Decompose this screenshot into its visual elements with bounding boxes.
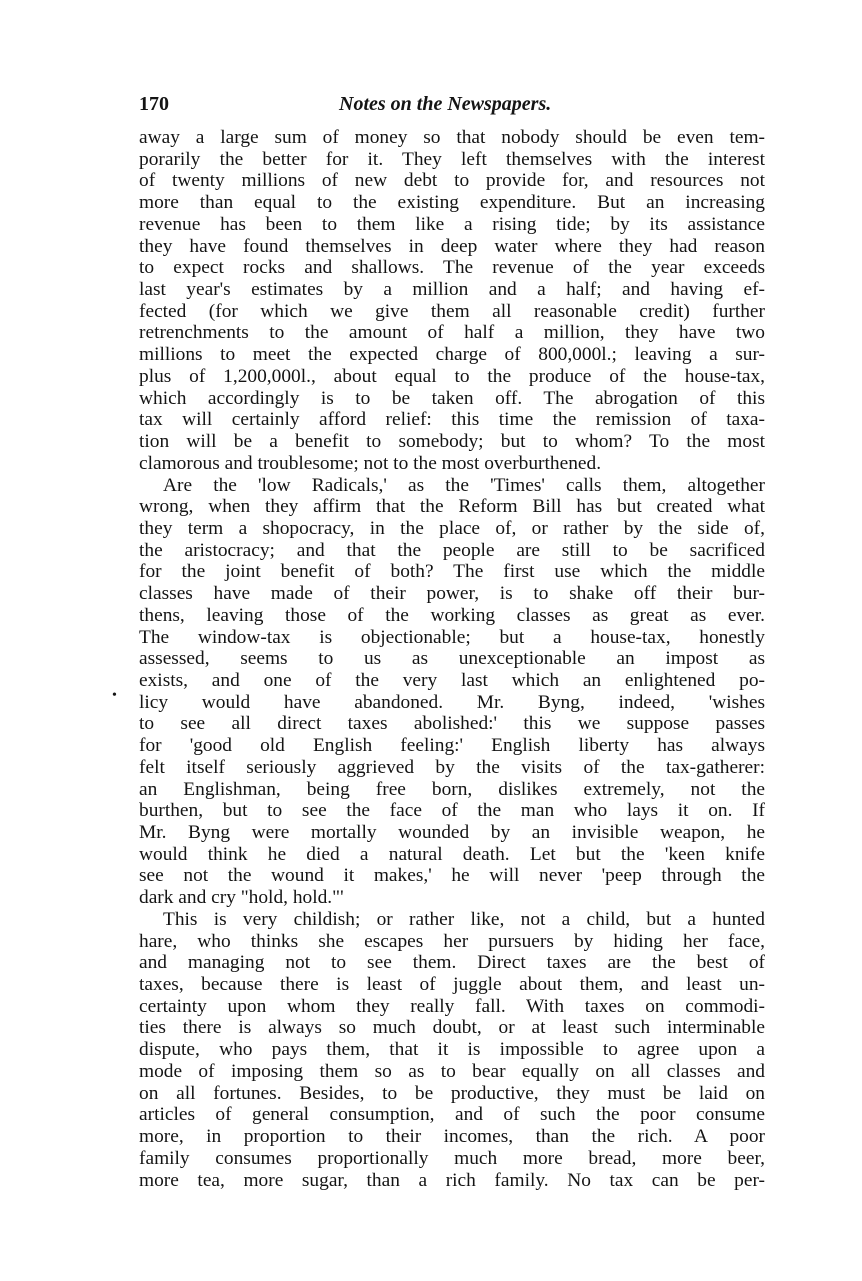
text-line: fected (for which we give them all reasonable credit) further [139,300,765,322]
page-header [139,93,767,119]
text-line: plus of 1,200,000l., about equal to the produce of the house-tax, [139,365,765,387]
text-line: thens, leaving those of the working classes as great as ever. [139,604,765,626]
text-line: porarily the better for it. They left themselves with the interest [139,148,765,170]
text-line: away a large sum of money so that nobody should be even tem- [139,127,765,148]
body-text [139,127,765,1191]
text-line: to see all direct taxes abolished:' this we suppose passes [139,713,765,735]
text-line: classes have made of their power, is to shake off their bur- [139,583,765,605]
text-line: licy would have abandoned. Mr. Byng, indeed, 'wishes [139,691,765,713]
text-line: the aristocracy; and that the people are still to be sacrificed [139,539,765,561]
text-line: would think he died a natural death. Let but the 'keen knife [139,843,765,865]
text-line: see not the wound it makes,' he will never 'peep through the [139,865,765,887]
page-number: 170 [139,93,169,115]
text-line: dark and cry "hold, hold."' [139,887,344,909]
text-line: hare, who thinks she escapes her pursuers by hiding her face, [139,930,765,952]
text-line: they have found themselves in deep water where they had reason [139,235,765,257]
text-line: family consumes proportionally much more bread, more beer, [139,1147,765,1169]
text-line: more tea, more sugar, than a rich family. No tax can be per- [139,1169,765,1191]
text-line: which accordingly is to be taken off. The abrogation of this [139,387,765,409]
text-line: retrenchments to the amount of half a million, they have two [139,322,765,344]
text-line: they term a shopocracy, in the place of, or rather by the side of, [139,517,765,539]
text-line: on all fortunes. Besides, to be productive, they must be laid on [139,1082,765,1104]
text-line: taxes, because there is least of juggle about them, and least un- [139,974,765,996]
text-line: an Englishman, being free born, dislikes extremely, not the [139,778,765,800]
text-line: more than equal to the existing expenditure. But an increasing [139,192,765,214]
text-line: This is very childish; or rather like, not a child, but a hunted [163,908,765,930]
text-line: for 'good old English feeling:' English liberty has always [139,735,765,757]
text-line: revenue has been to them like a rising tide; by its assistance [139,213,765,235]
text-line: tion will be a benefit to somebody; but to whom? To the most [139,431,765,453]
text-line: felt itself seriously aggrieved by the visits of the tax-gatherer: [139,756,765,778]
text-line: Are the 'low Radicals,' as the 'Times' calls them, altogether [163,474,765,496]
text-line: wrong, when they affirm that the Reform Bill has but created what [139,496,765,518]
running-head: Notes on the Newspapers. [339,93,552,115]
text-line: certainty upon whom they really fall. With taxes on commodi- [139,995,765,1017]
text-line: assessed, seems to us as unexceptionable an impost as [139,648,765,670]
text-line: and managing not to see them. Direct taxes are the best of [139,952,765,974]
text-line: burthen, but to see the face of the man who lays it on. If [139,800,765,822]
text-line: millions to meet the expected charge of 800,000l.; leaving a sur- [139,344,765,366]
text-line: clamorous and troublesome; not to the most overburthened. [139,452,602,474]
text-line: to expect rocks and shallows. The revenue of the year exceeds [139,257,765,279]
text-line: exists, and one of the very last which an enlightened po- [139,669,765,691]
text-line: of twenty millions of new debt to provide for, and resources not [139,170,765,192]
text-line: for the joint benefit of both? The first use which the middle [139,561,765,583]
text-line: mode of imposing them so as to bear equally on all classes and [139,1060,765,1082]
text-line: Mr. Byng were mortally wounded by an invisible weapon, he [139,822,765,843]
text-line: last year's estimates by a million and a half; and having ef- [139,279,765,301]
text-line: dispute, who pays them, that it is impossible to agree upon a [139,1039,765,1061]
text-line: tax will certainly afford relief: this time the remission of taxa- [139,409,765,431]
margin-mark: • [112,688,117,703]
text-line: The window-tax is objectionable; but a house-tax, honestly [139,626,765,648]
text-line: ties there is always so much doubt, or at least such interminable [139,1017,765,1039]
text-line: articles of general consumption, and of such the poor consume [139,1104,765,1126]
text-line: more, in proportion to their incomes, than the rich. A poor [139,1126,765,1148]
